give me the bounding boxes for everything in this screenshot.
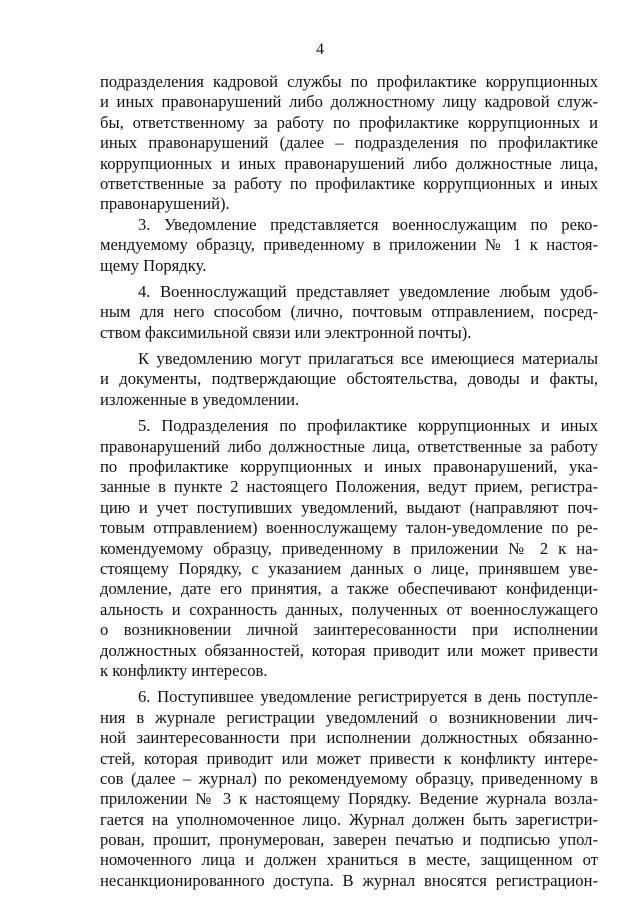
text-line: К уведомлению могут прилагаться все имеющиеся материалы xyxy=(138,349,598,369)
text-line: ответственные за работу по профилактике коррупционных и иных xyxy=(100,173,598,193)
text-line: изложенные в уведомлении. xyxy=(100,389,300,409)
text-line: комендуемому образцу, приведенному в приложении № 2 к на- xyxy=(100,538,598,558)
text-line: 3. Уведомление представляется военнослужащим по реко- xyxy=(138,214,598,234)
text-line: стоящему Порядку, с указанием данных о лице, принявшем уве- xyxy=(100,558,598,578)
text-line: товым отправлением) военнослужащему талон-уведомление по ре- xyxy=(100,518,598,538)
text-line: бы, ответственному за работу по профилактике коррупционных и xyxy=(100,112,598,132)
text-line: иных правонарушений (далее – подразделения по профилактике xyxy=(100,133,598,153)
text-line: правонарушений либо должностные лица, ответственные за работу xyxy=(100,436,598,456)
text-line: рован, прошит, пронумерован, заверен печатью и подписью упол- xyxy=(100,830,598,850)
text-line: номоченного лица и должен храниться в месте, защищенном от xyxy=(100,850,598,870)
text-line: и иных правонарушений либо должностному лицу кадровой служ- xyxy=(100,92,598,112)
text-line: гается на уполномоченное лицо. Журнал должен быть зарегистри- xyxy=(100,809,598,829)
text-line: приложении № 3 к настоящему Порядку. Ведение журнала возла- xyxy=(100,789,598,809)
text-line: занные в пункте 2 настоящего Положения, ведут прием, регистра- xyxy=(100,477,598,497)
text-line: домление, дате его принятия, а также обеспечивают конфиденци- xyxy=(100,579,598,599)
text-line: щему Порядку. xyxy=(100,255,207,275)
text-line: 6. Поступившее уведомление регистрируется в день поступле- xyxy=(138,687,598,707)
document-body xyxy=(100,72,598,891)
text-line: сов (далее – журнал) по рекомендуемому образцу, приведенному в xyxy=(100,768,598,788)
text-line: подразделения кадровой службы по профилактике коррупционных xyxy=(100,72,598,91)
text-line: по профилактике коррупционных и иных правонарушений, ука- xyxy=(100,457,598,477)
text-line: 5. Подразделения по профилактике коррупционных и иных xyxy=(138,416,598,436)
text-line: ством факсимильной связи или электронной почты). xyxy=(100,322,472,342)
paragraph-continuation xyxy=(100,72,598,215)
text-line: к конфликту интересов. xyxy=(100,660,268,680)
text-line: цию и учет поступивших уведомлений, выдают (направляют поч- xyxy=(100,497,598,517)
paragraph-3 xyxy=(100,215,598,276)
text-line: ным для него способом (лично, почтовым отправлением, посред- xyxy=(100,302,598,322)
text-line: ной заинтересованности при исполнении должностных обязанно- xyxy=(100,728,598,748)
text-line: несанкционированного доступа. В журнал вносятся регистрацион- xyxy=(100,870,598,890)
text-line: мендуемому образцу, приведенному в приложении № 1 к настоя- xyxy=(100,235,598,255)
paragraph-4-attachments xyxy=(100,349,598,410)
text-line: и документы, подтверждающие обстоятельства, доводы и факты, xyxy=(100,369,598,389)
text-line: 4. Военнослужащий представляет уведомление любым удоб- xyxy=(138,281,598,301)
paragraph-6 xyxy=(100,687,598,891)
text-line: стей, которая приводит или может привести к конфликту интере- xyxy=(100,748,598,768)
text-line: о возникновении личной заинтересованности при исполнении xyxy=(100,620,598,640)
text-line: альность и сохранность данных, полученных от военнослужащего xyxy=(100,599,598,619)
text-line: ния в журнале регистрации уведомлений о возникновении лич- xyxy=(100,707,598,727)
text-line: должностных обязанностей, которая приводит или может привести xyxy=(100,640,598,660)
page-number: 4 xyxy=(316,41,324,58)
text-line: коррупционных и иных правонарушений либо должностные лица, xyxy=(100,153,598,173)
paragraph-4 xyxy=(100,282,598,343)
paragraph-5 xyxy=(100,416,598,681)
text-line: правонарушений). xyxy=(100,194,230,214)
